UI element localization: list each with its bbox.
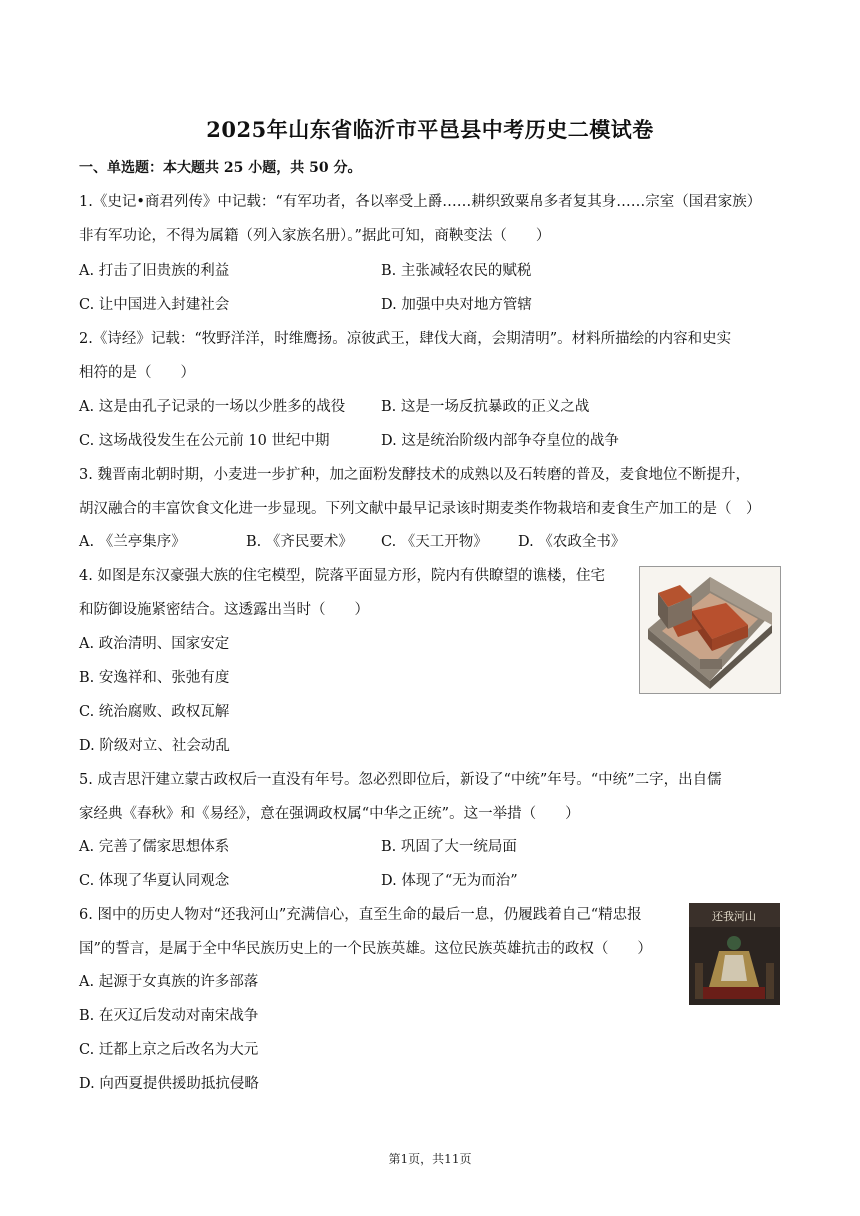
q4-stem-line-1: 4. 如图是东汉豪强大族的住宅模型，院落平面显方形，院内有供瞭望的谯楼，住宅 xyxy=(79,568,605,584)
q1-option-d[interactable]: D. 加强中央对地方管辖 xyxy=(381,297,532,313)
q4-option-a[interactable]: A. 政治清明、国家安定 xyxy=(79,636,230,652)
q6-stem-line-2: 国”的誓言，是属于全中华民族历史上的一个民族英雄。这位民族英雄抗击的政权（ ） xyxy=(79,941,652,957)
q6-option-a[interactable]: A. 起源于女真族的许多部落 xyxy=(79,974,259,990)
q4-option-d[interactable]: D. 阶级对立、社会动乱 xyxy=(79,738,230,754)
q6-option-d[interactable]: D. 向西夏提供援助抵抗侵略 xyxy=(79,1076,259,1092)
q1-stem-line-2: 非有军功论，不得为属籍（列入家族名册）。”据此可知，商鞅变法（ ） xyxy=(79,228,551,244)
q2-option-a[interactable]: A. 这是由孔子记录的一场以少胜多的战役 xyxy=(79,399,346,415)
page-footer: 第1页，共11页 xyxy=(388,1152,472,1166)
q3-option-c[interactable]: C. 《天工开物》 xyxy=(381,534,488,550)
q2-option-c[interactable]: C. 这场战役发生在公元前 10 世纪中期 xyxy=(79,433,330,449)
q3-option-a[interactable]: A. 《兰亭集序》 xyxy=(79,534,186,550)
q6-stem-line-1: 6. 图中的历史人物对“还我河山”充满信心，直至生命的最后一息，仍履践着自己“精忠报 xyxy=(79,907,642,923)
section-heading: 一、单选题：本大题共 25 小题，共 50 分。 xyxy=(79,160,362,176)
q4-stem-line-2: 和防御设施紧密结合。这透露出当时（ ） xyxy=(79,602,369,618)
q5-option-a[interactable]: A. 完善了儒家思想体系 xyxy=(79,839,230,855)
q4-option-b[interactable]: B. 安逸祥和、张弛有度 xyxy=(79,670,230,686)
statue-caption: 还我河山 xyxy=(712,910,756,923)
q2-option-b[interactable]: B. 这是一场反抗暴政的正义之战 xyxy=(381,399,590,415)
q3-option-d[interactable]: D. 《农政全书》 xyxy=(518,534,626,550)
q2-stem-line-1: 2.《诗经》记载：“牧野洋洋，时维鹰扬。凉彼武王，肆伐大商，会期清明”。材料所描绘的内容和史实 xyxy=(79,331,732,347)
q2-stem-line-2: 相符的是（ ） xyxy=(79,365,195,381)
q1-option-b[interactable]: B. 主张减轻农民的赋税 xyxy=(381,263,532,279)
q2-option-d[interactable]: D. 这是统治阶级内部争夺皇位的战争 xyxy=(381,433,619,449)
q5-option-d[interactable]: D. 体现了“无为而治” xyxy=(381,873,518,889)
q1-option-c[interactable]: C. 让中国进入封建社会 xyxy=(79,297,230,313)
q5-stem-line-1: 5. 成吉思汗建立蒙古政权后一直没有年号。忽必烈即位后，新设了“中统”年号。“中统”二字，出自儒 xyxy=(79,772,722,788)
q6-option-c[interactable]: C. 迁都上京之后改名为大元 xyxy=(79,1042,259,1058)
q1-option-a[interactable]: A. 打击了旧贵族的利益 xyxy=(79,263,230,279)
q5-option-c[interactable]: C. 体现了华夏认同观念 xyxy=(79,873,230,889)
yue-fei-statue-image xyxy=(689,903,780,1005)
q5-stem-line-2: 家经典《春秋》和《易经》，意在强调政权属“中华之正统”。这一举措（ ） xyxy=(79,806,580,822)
q4-option-c[interactable]: C. 统治腐败、政权瓦解 xyxy=(79,704,230,720)
q3-stem-line-2: 胡汉融合的丰富饮食文化进一步显现。下列文献中最早记录该时期麦类作物栽培和麦食生产加工的是（ ） xyxy=(79,501,761,517)
q3-stem-line-1: 3. 魏晋南北朝时期，小麦进一步扩种，加之面粉发酵技术的成熟以及石转磨的普及，麦食地位不断提升， xyxy=(79,467,750,483)
q3-option-b[interactable]: B. 《齐民要术》 xyxy=(246,534,353,550)
page-title: 2025年山东省临沂市平邑县中考历史二模试卷 xyxy=(206,117,654,142)
q5-option-b[interactable]: B. 巩固了大一统局面 xyxy=(381,839,517,855)
q1-stem-line-1: 1.《史记•商君列传》中记载：“有军功者，各以率受上爵……耕织致粟帛多者复其身……宗室（国君家族） xyxy=(79,194,762,210)
q6-option-b[interactable]: B. 在灭辽后发动对南宋战争 xyxy=(79,1008,259,1024)
han-house-model-image xyxy=(639,566,781,694)
